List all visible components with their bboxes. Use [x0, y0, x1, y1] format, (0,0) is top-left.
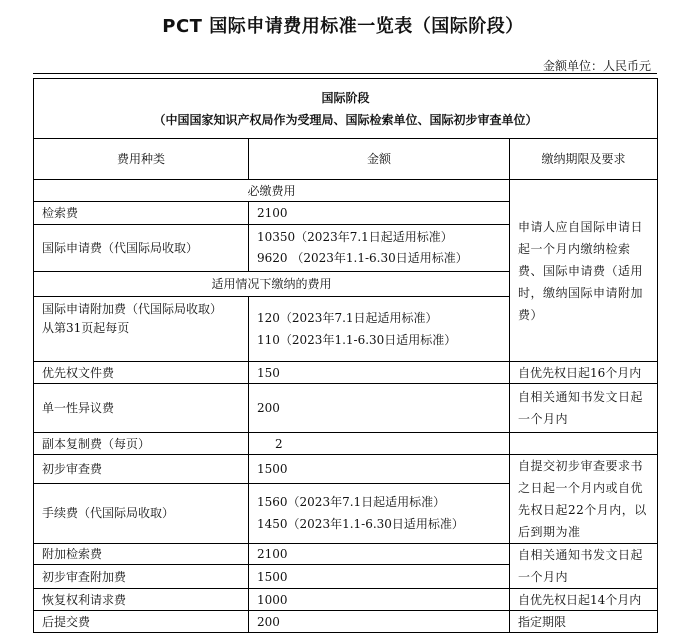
fee-amount-priority-doc: 150: [249, 362, 510, 384]
table-row: [34, 455, 658, 484]
deadline-additional: 自相关通知书发文日起一个月内: [510, 544, 658, 589]
amount-line: 1560（2023年7.1日起适用标准）: [257, 495, 446, 510]
group-label-mandatory: 必缴费用: [34, 180, 510, 202]
column-header-row: [34, 139, 658, 180]
column-header-deadline: 缴纳期限及要求: [510, 139, 658, 180]
fee-name-search: 检索费: [34, 202, 249, 225]
column-header-amount: 金额: [249, 139, 510, 180]
amount-line: 110（2023年1.1-6.30日适用标准）: [257, 333, 457, 347]
fee-amount-intl-filing-extra: [249, 297, 510, 362]
fee-name-copy: 副本复制费（每页）: [34, 433, 249, 455]
fee-name-priority-doc: 优先权文件费: [34, 362, 249, 384]
fee-name-unity-protest: 单一性异议费: [34, 384, 249, 433]
fee-name-line: 国际申请附加费（代国际局收取）: [42, 302, 223, 316]
title-divider: [33, 73, 657, 74]
amount-line: 10350（2023年7.1日起适用标准）: [257, 230, 453, 244]
mandatory-deadline-cell: 申请人应自国际申请日起一个月内缴纳检索费、国际申请费（适用时，缴纳国际申请附加费）: [510, 180, 658, 362]
table-row: [34, 544, 658, 565]
fee-amount-handling: [249, 483, 510, 543]
deadline-restoration: 自优先权日起14个月内: [510, 589, 658, 611]
amount-line: 1450（2023年1.1-6.30日适用标准）: [257, 517, 464, 532]
table-row: [34, 384, 658, 433]
section-header-cell: [34, 79, 658, 139]
fee-amount-late-furnishing: 200: [249, 611, 510, 633]
currency-unit-note: 金额单位：人民币元: [542, 59, 651, 73]
fee-name-intl-filing-extra: [34, 297, 249, 362]
group-row-mandatory: [34, 180, 658, 202]
fee-amount-unity-protest: 200: [249, 384, 510, 433]
section-heading: 国际阶段: [321, 90, 370, 105]
section-subheading: （中国国家知识产权局作为受理局、国际检索单位、国际初步审查单位）: [153, 112, 538, 127]
fee-amount-prelim-exam: 1500: [249, 455, 510, 484]
deadline-unity-protest: 自相关通知书发文日起一个月内: [510, 384, 658, 433]
fee-amount-restoration: 1000: [249, 589, 510, 611]
fee-name-additional-search: 附加检索费: [34, 544, 249, 565]
fee-amount-additional-search: 2100: [249, 544, 510, 565]
deadline-prelim-exam: 自提交初步审查要求书之日起一个月内或自优先权日起22个月内，以后到期为准: [510, 455, 658, 544]
deadline-late-furnishing: 指定期限: [510, 611, 658, 633]
deadline-copy-empty: [510, 433, 658, 455]
fee-name-restoration: 恢复权利请求费: [34, 589, 249, 611]
fee-name-additional-prelim: 初步审查附加费: [34, 565, 249, 589]
group-label-conditional: 适用情况下缴纳的费用: [34, 272, 510, 297]
fee-name-prelim-exam: 初步审查费: [34, 455, 249, 484]
amount-line: 9620 （2023年1.1-6.30日适用标准）: [257, 251, 468, 265]
table-row: [34, 589, 658, 611]
fee-table: [33, 78, 658, 633]
table-row: [34, 362, 658, 384]
fee-amount-search: 2100: [249, 202, 510, 225]
column-header-fee-type: 费用种类: [34, 139, 249, 180]
table-row: [34, 611, 658, 633]
deadline-priority-doc: 自优先权日起16个月内: [510, 362, 658, 384]
fee-amount-additional-prelim: 1500: [249, 565, 510, 589]
section-header-row: [34, 79, 658, 139]
table-row: [34, 433, 658, 455]
fee-amount-copy: 2: [249, 433, 510, 455]
fee-name-intl-filing: 国际申请费（代国际局收取）: [34, 225, 249, 272]
fee-name-handling: 手续费（代国际局收取）: [34, 483, 249, 543]
fee-name-late-furnishing: 后提交费: [34, 611, 249, 633]
amount-line: 120（2023年7.1日起适用标准）: [257, 311, 438, 325]
page-title: PCT 国际申请费用标准一览表（国际阶段）: [162, 16, 524, 37]
fee-name-line: 从第31页起每页: [42, 321, 130, 335]
fee-amount-intl-filing: [249, 225, 510, 272]
